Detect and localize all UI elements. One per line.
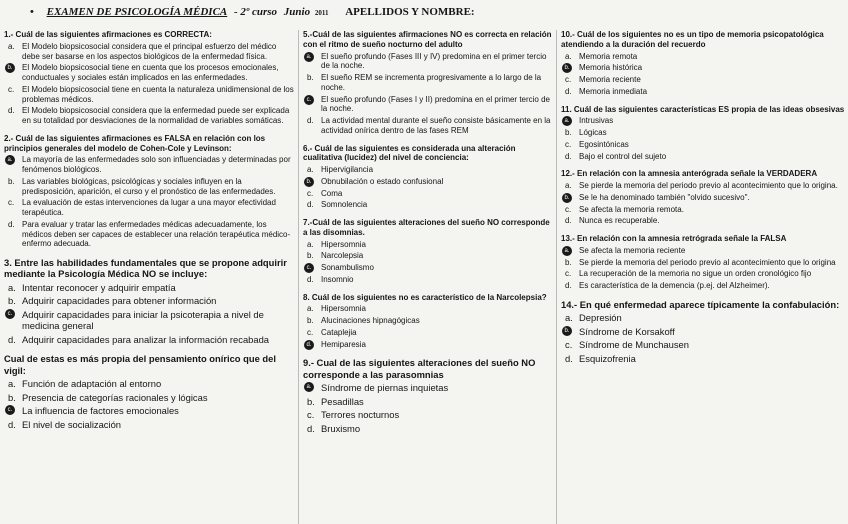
answer-option[interactable] <box>303 165 553 175</box>
option-letter: a. <box>565 312 573 324</box>
option-text: El Modelo biopsicosocial tiene en cuenta la naturaleza unidimensional de los problemas médicos. <box>22 84 294 104</box>
option-text: Hipervigilancia <box>321 165 374 174</box>
option-text: Pesadillas <box>321 395 364 407</box>
option-text: Presencia de categorías racionales y lógicas <box>22 391 208 403</box>
question-text: Cual de estas es más propia del pensamiento onírico que del vigil: <box>4 353 276 376</box>
answer-option[interactable] <box>4 42 296 62</box>
option-text: Memoria reciente <box>579 75 641 84</box>
question <box>4 257 296 345</box>
option-letter: d. <box>8 418 16 430</box>
answer-option-selected[interactable] <box>4 405 296 416</box>
option-text: Memoria inmediata <box>579 86 648 96</box>
option-text: La influencia de factores emocionales <box>22 405 179 417</box>
option-text: Sonambulismo <box>321 263 374 272</box>
answer-option-selected[interactable] <box>4 63 296 83</box>
option-letter: c. <box>307 327 314 337</box>
answer-option[interactable] <box>4 177 296 197</box>
exam-year: 2011 <box>314 9 329 17</box>
option-text: Se le ha denominado también "olvido sucesivo". <box>579 192 750 202</box>
option-text: Intrusivas <box>579 116 614 126</box>
option-letter: a. <box>8 378 16 390</box>
option-letter: c. <box>304 263 314 273</box>
answer-option[interactable] <box>561 52 848 62</box>
option-text: Obnubilación o estado confusional <box>321 176 444 186</box>
option-text: Esquizofrenia <box>579 352 636 364</box>
option-letter: a. <box>562 246 572 256</box>
answer-option[interactable] <box>303 409 553 420</box>
question <box>303 144 553 211</box>
exam-header <box>30 6 475 18</box>
question-text: 5.-Cuál de las siguientes afirmaciones NO es correcta en relación con el ritmo de sueño nocturno del adulto <box>303 30 552 49</box>
option-text: Narcolepsia <box>321 251 364 261</box>
question-text: 12.- En relación con la amnesia anterógrada señale la VERDADERA <box>561 169 818 179</box>
option-letter: c. <box>565 269 572 279</box>
question-text: 6.- Cuál de las siguientes es considerada una alteración cualitativa (lucidez) del nivel de conciencia: <box>303 143 516 163</box>
option-text: El Modelo biopsicosocial considera que la enfermedad puede ser explicada en su totalidad por desviaciones de la normalidad de variables somáticas. <box>22 106 290 125</box>
answer-option[interactable] <box>561 258 848 268</box>
answer-option[interactable] <box>561 75 848 85</box>
option-letter: d. <box>8 219 15 229</box>
option-text: Hemiparesia <box>321 339 366 349</box>
option-letter: c. <box>5 405 15 415</box>
option-text: Insomnio <box>321 274 354 284</box>
option-text: El nivel de socialización <box>22 418 122 430</box>
option-text: Función de adaptación al entorno <box>22 378 162 390</box>
answer-option-selected[interactable] <box>561 246 848 256</box>
option-text: Hipersomnia <box>321 304 366 314</box>
option-letter: d. <box>8 106 15 116</box>
question-text: 7.-Cuál de las siguientes alteraciones del sueño NO corresponde a las disomnias. <box>303 218 550 237</box>
option-letter: a. <box>307 165 314 174</box>
answer-option-selected[interactable] <box>303 382 553 393</box>
option-letter: b. <box>565 128 572 137</box>
option-letter: a. <box>565 51 572 61</box>
answer-option[interactable] <box>303 189 553 199</box>
question-text: 1.- Cuál de las siguientes afirmaciones es CORRECTA: <box>4 30 212 39</box>
option-text: Memoria histórica <box>579 63 643 73</box>
answer-option[interactable] <box>561 339 848 350</box>
option-letter: c. <box>5 309 15 319</box>
option-letter: d. <box>307 200 314 210</box>
option-letter: d. <box>565 151 572 161</box>
option-text: El sueño profundo (Fases III y IV) predomina en el primer tercio de la noche. <box>321 51 547 71</box>
answer-option[interactable] <box>561 312 848 323</box>
option-letter: b. <box>562 193 572 203</box>
option-text: La recuperación de la memoria no sigue un orden cronológico fijo <box>579 269 812 279</box>
option-text: Bruxismo <box>321 422 361 434</box>
option-letter: a. <box>304 52 314 62</box>
option-text: Memoria remota <box>579 51 638 61</box>
header-bullet: • <box>30 6 34 18</box>
option-text: Se afecta la memoria remota. <box>579 204 684 214</box>
answer-option[interactable] <box>4 106 296 126</box>
option-letter: a. <box>8 281 16 293</box>
question-text: 13.- En relación con la amnesia retrógrada señale la FALSA <box>561 234 787 243</box>
answer-option[interactable] <box>4 419 296 430</box>
question <box>303 293 553 350</box>
option-letter: a. <box>8 41 15 51</box>
answer-option[interactable] <box>303 423 553 434</box>
option-text: Cataplejia <box>321 327 357 337</box>
answer-option[interactable] <box>303 200 553 210</box>
answer-option[interactable] <box>303 251 553 261</box>
answer-option[interactable] <box>561 128 848 138</box>
option-letter: d. <box>565 281 572 290</box>
answer-option-selected[interactable] <box>303 340 553 350</box>
option-text: Las variables biológicas, psicológicas y sociales influyen en la predisposición, aparición, el curso y el pronóstico de las enfermedades. <box>22 176 276 196</box>
option-text: El Modelo biopsicosocial considera que el principal esfuerzo del médico debe ser basarse en los aspectos biológicos de la enfermedad física. <box>22 41 277 61</box>
option-text: Alucinaciones hipnagógicas <box>321 316 420 325</box>
option-text: Se pierde la memoria del periodo previo al acontecimiento que lo origina <box>579 257 836 267</box>
question <box>561 234 848 291</box>
option-letter: b. <box>5 63 15 73</box>
option-letter: c. <box>304 95 314 105</box>
answer-option[interactable] <box>4 220 296 249</box>
question <box>303 30 553 136</box>
option-text: Síndrome de Korsakoff <box>579 325 675 337</box>
answer-option[interactable] <box>561 281 848 291</box>
option-letter: c. <box>307 409 315 421</box>
option-text: Hipersomnia <box>321 239 366 249</box>
question <box>4 30 296 126</box>
option-letter: a. <box>307 304 314 314</box>
answer-option-selected[interactable] <box>303 52 553 72</box>
question-text: 11. Cuál de las siguientes características ES propia de las ideas obsesivas <box>561 104 845 114</box>
answer-option-selected[interactable] <box>303 177 553 187</box>
answer-option[interactable] <box>4 378 296 389</box>
option-letter: b. <box>8 391 16 403</box>
column-2 <box>298 30 553 524</box>
answer-option[interactable] <box>4 392 296 403</box>
option-letter: b. <box>562 63 572 73</box>
question-text: 2.- Cuál de las siguientes afirmaciones es FALSA en relación con los principios generales del modelo de Cohen-Cole y Levinson: <box>4 133 266 153</box>
option-letter: b. <box>304 177 314 187</box>
option-letter: b. <box>565 257 572 267</box>
question <box>561 105 848 162</box>
option-letter: c. <box>565 75 572 84</box>
answer-option[interactable] <box>561 152 848 162</box>
answer-option[interactable] <box>561 181 848 191</box>
option-text: El Modelo biopsicosocial tiene en cuenta que los procesos emocionales, conductuales y sociales están implicados en las enfermedades. <box>22 63 279 82</box>
option-text: La evaluación de estas intervenciones da lugar a una mayor efectividad terapéutica. <box>22 198 276 217</box>
option-letter: a. <box>562 116 572 126</box>
option-letter: c. <box>8 84 15 94</box>
option-letter: d. <box>8 333 16 345</box>
answer-option[interactable] <box>303 116 553 136</box>
option-letter: d. <box>307 116 314 125</box>
answer-option[interactable] <box>561 353 848 364</box>
option-text: Se afecta la memoria reciente <box>579 245 686 255</box>
option-letter: b. <box>307 251 314 261</box>
option-letter: a. <box>307 239 314 249</box>
option-text: Intentar reconocer y adquirir empatía <box>22 281 176 293</box>
answer-option[interactable] <box>303 316 553 326</box>
answer-option-selected[interactable] <box>4 155 296 175</box>
answer-option[interactable] <box>561 205 848 215</box>
answer-option[interactable] <box>561 87 848 97</box>
answer-option[interactable] <box>4 198 296 218</box>
option-text: La actividad mental durante el sueño consiste básicamente en la actividad onírica dentro de las fases REM <box>321 116 551 135</box>
answer-option-selected[interactable] <box>303 95 553 115</box>
option-text: Adquirir capacidades para analizar la información recabada <box>22 333 270 345</box>
option-letter: c. <box>565 204 572 214</box>
option-letter: d. <box>304 340 314 350</box>
question <box>561 299 848 364</box>
answer-option[interactable] <box>561 216 848 226</box>
option-text: Para evaluar y tratar las enfermedades médicas adecuadamente, los médicos deben ser capaces de establecer una relación terapéutica médico-enfermo adecuada. <box>22 219 291 249</box>
question <box>4 353 296 430</box>
answer-option[interactable] <box>303 328 553 338</box>
option-letter: c. <box>565 139 572 149</box>
question <box>4 134 296 249</box>
option-text: Depresión <box>579 312 622 324</box>
student-name-label: APELLIDOS Y NOMBRE: <box>345 6 475 18</box>
question-text: 3. Entre las habilidades fundamentales que se propone adquirir mediante la Psicología Médica NO se incluye: <box>4 257 287 280</box>
answer-option[interactable] <box>303 73 553 93</box>
option-letter: b. <box>307 73 314 82</box>
answer-option[interactable] <box>4 334 296 345</box>
option-letter: a. <box>5 155 15 165</box>
answer-option[interactable] <box>303 275 553 285</box>
option-text: El sueño profundo (Fases I y II) predomina en el primer tercio de la noche. <box>321 94 550 114</box>
option-text: Adquirir capacidades para obtener información <box>22 295 217 307</box>
option-letter: d. <box>307 422 315 434</box>
option-text: Egosintónicas <box>579 139 629 149</box>
question-text: 10.- Cuál de los siguientes no es un tipo de memoria psicopatológica atendiendo a la duración del recuerdo <box>561 30 824 49</box>
option-letter: c. <box>307 188 314 198</box>
answer-option[interactable] <box>303 304 553 314</box>
answer-option[interactable] <box>4 282 296 293</box>
option-text: Se pierde la memoria del periodo previo al acontecimiento que lo origina. <box>579 181 838 190</box>
option-text: Coma <box>321 188 343 198</box>
option-text: Adquirir capacidades para iniciar la psicoterapia a nivel de medicina general <box>22 308 264 332</box>
answer-option[interactable] <box>4 295 296 306</box>
answer-option[interactable] <box>4 85 296 105</box>
column-1 <box>0 30 296 438</box>
option-text: Síndrome de Munchausen <box>579 339 689 351</box>
option-letter: d. <box>565 86 572 96</box>
answer-option[interactable] <box>561 269 848 279</box>
answer-option[interactable] <box>303 240 553 250</box>
answer-option-selected[interactable] <box>561 63 848 73</box>
option-text: Somnolencia <box>321 200 368 210</box>
option-letter: d. <box>565 352 573 364</box>
answer-option-selected[interactable] <box>561 193 848 203</box>
exam-title: EXAMEN DE PSICOLOGÍA MÉDICA <box>46 6 228 18</box>
option-letter: b. <box>562 326 572 336</box>
option-letter: c. <box>8 198 15 208</box>
option-letter: c. <box>565 339 573 351</box>
option-text: Bajo el control del sujeto <box>579 151 667 161</box>
option-text: El sueño REM se incrementa progresivamente a lo largo de la noche. <box>321 73 542 92</box>
option-letter: a. <box>304 382 314 392</box>
exam-course: - 2º curso <box>234 6 278 18</box>
answer-option-selected[interactable] <box>561 116 848 126</box>
question <box>561 169 848 226</box>
option-letter: b. <box>307 395 315 407</box>
option-text: Lógicas <box>579 128 607 137</box>
option-letter: b. <box>307 316 314 325</box>
question-text: 8. Cuál de los siguientes no es característico de la Narcolepsia? <box>303 292 547 302</box>
question <box>561 30 848 97</box>
answer-option-selected[interactable] <box>303 263 553 273</box>
question <box>303 357 553 434</box>
option-text: La mayoría de las enfermedades solo son influenciadas y determinadas por fenómenos biológicos. <box>22 155 291 174</box>
option-text: Terrores nocturnos <box>321 409 400 421</box>
option-letter: b. <box>8 176 15 186</box>
option-letter: d. <box>307 274 314 284</box>
option-text: Síndrome de piernas inquietas <box>321 382 449 394</box>
question-text: 14.- En qué enfermedad aparece típicamente la confabulación: <box>561 298 840 310</box>
option-text: Nunca es recuperable. <box>579 216 660 226</box>
exam-month: Junio <box>283 6 311 18</box>
option-letter: d. <box>565 216 572 226</box>
answer-option[interactable] <box>303 396 553 407</box>
answer-option-selected[interactable] <box>561 326 848 337</box>
answer-option-selected[interactable] <box>4 309 296 332</box>
option-letter: a. <box>565 181 572 190</box>
question <box>303 218 553 285</box>
question-text: 9.- Cual de las siguientes alteraciones del sueño NO corresponde a las parasomnias <box>303 357 536 380</box>
column-3 <box>556 30 848 524</box>
answer-option[interactable] <box>561 140 848 150</box>
option-text: Es característica de la demencia (p.ej. del Alzheimer). <box>579 281 770 290</box>
option-letter: b. <box>8 295 16 307</box>
